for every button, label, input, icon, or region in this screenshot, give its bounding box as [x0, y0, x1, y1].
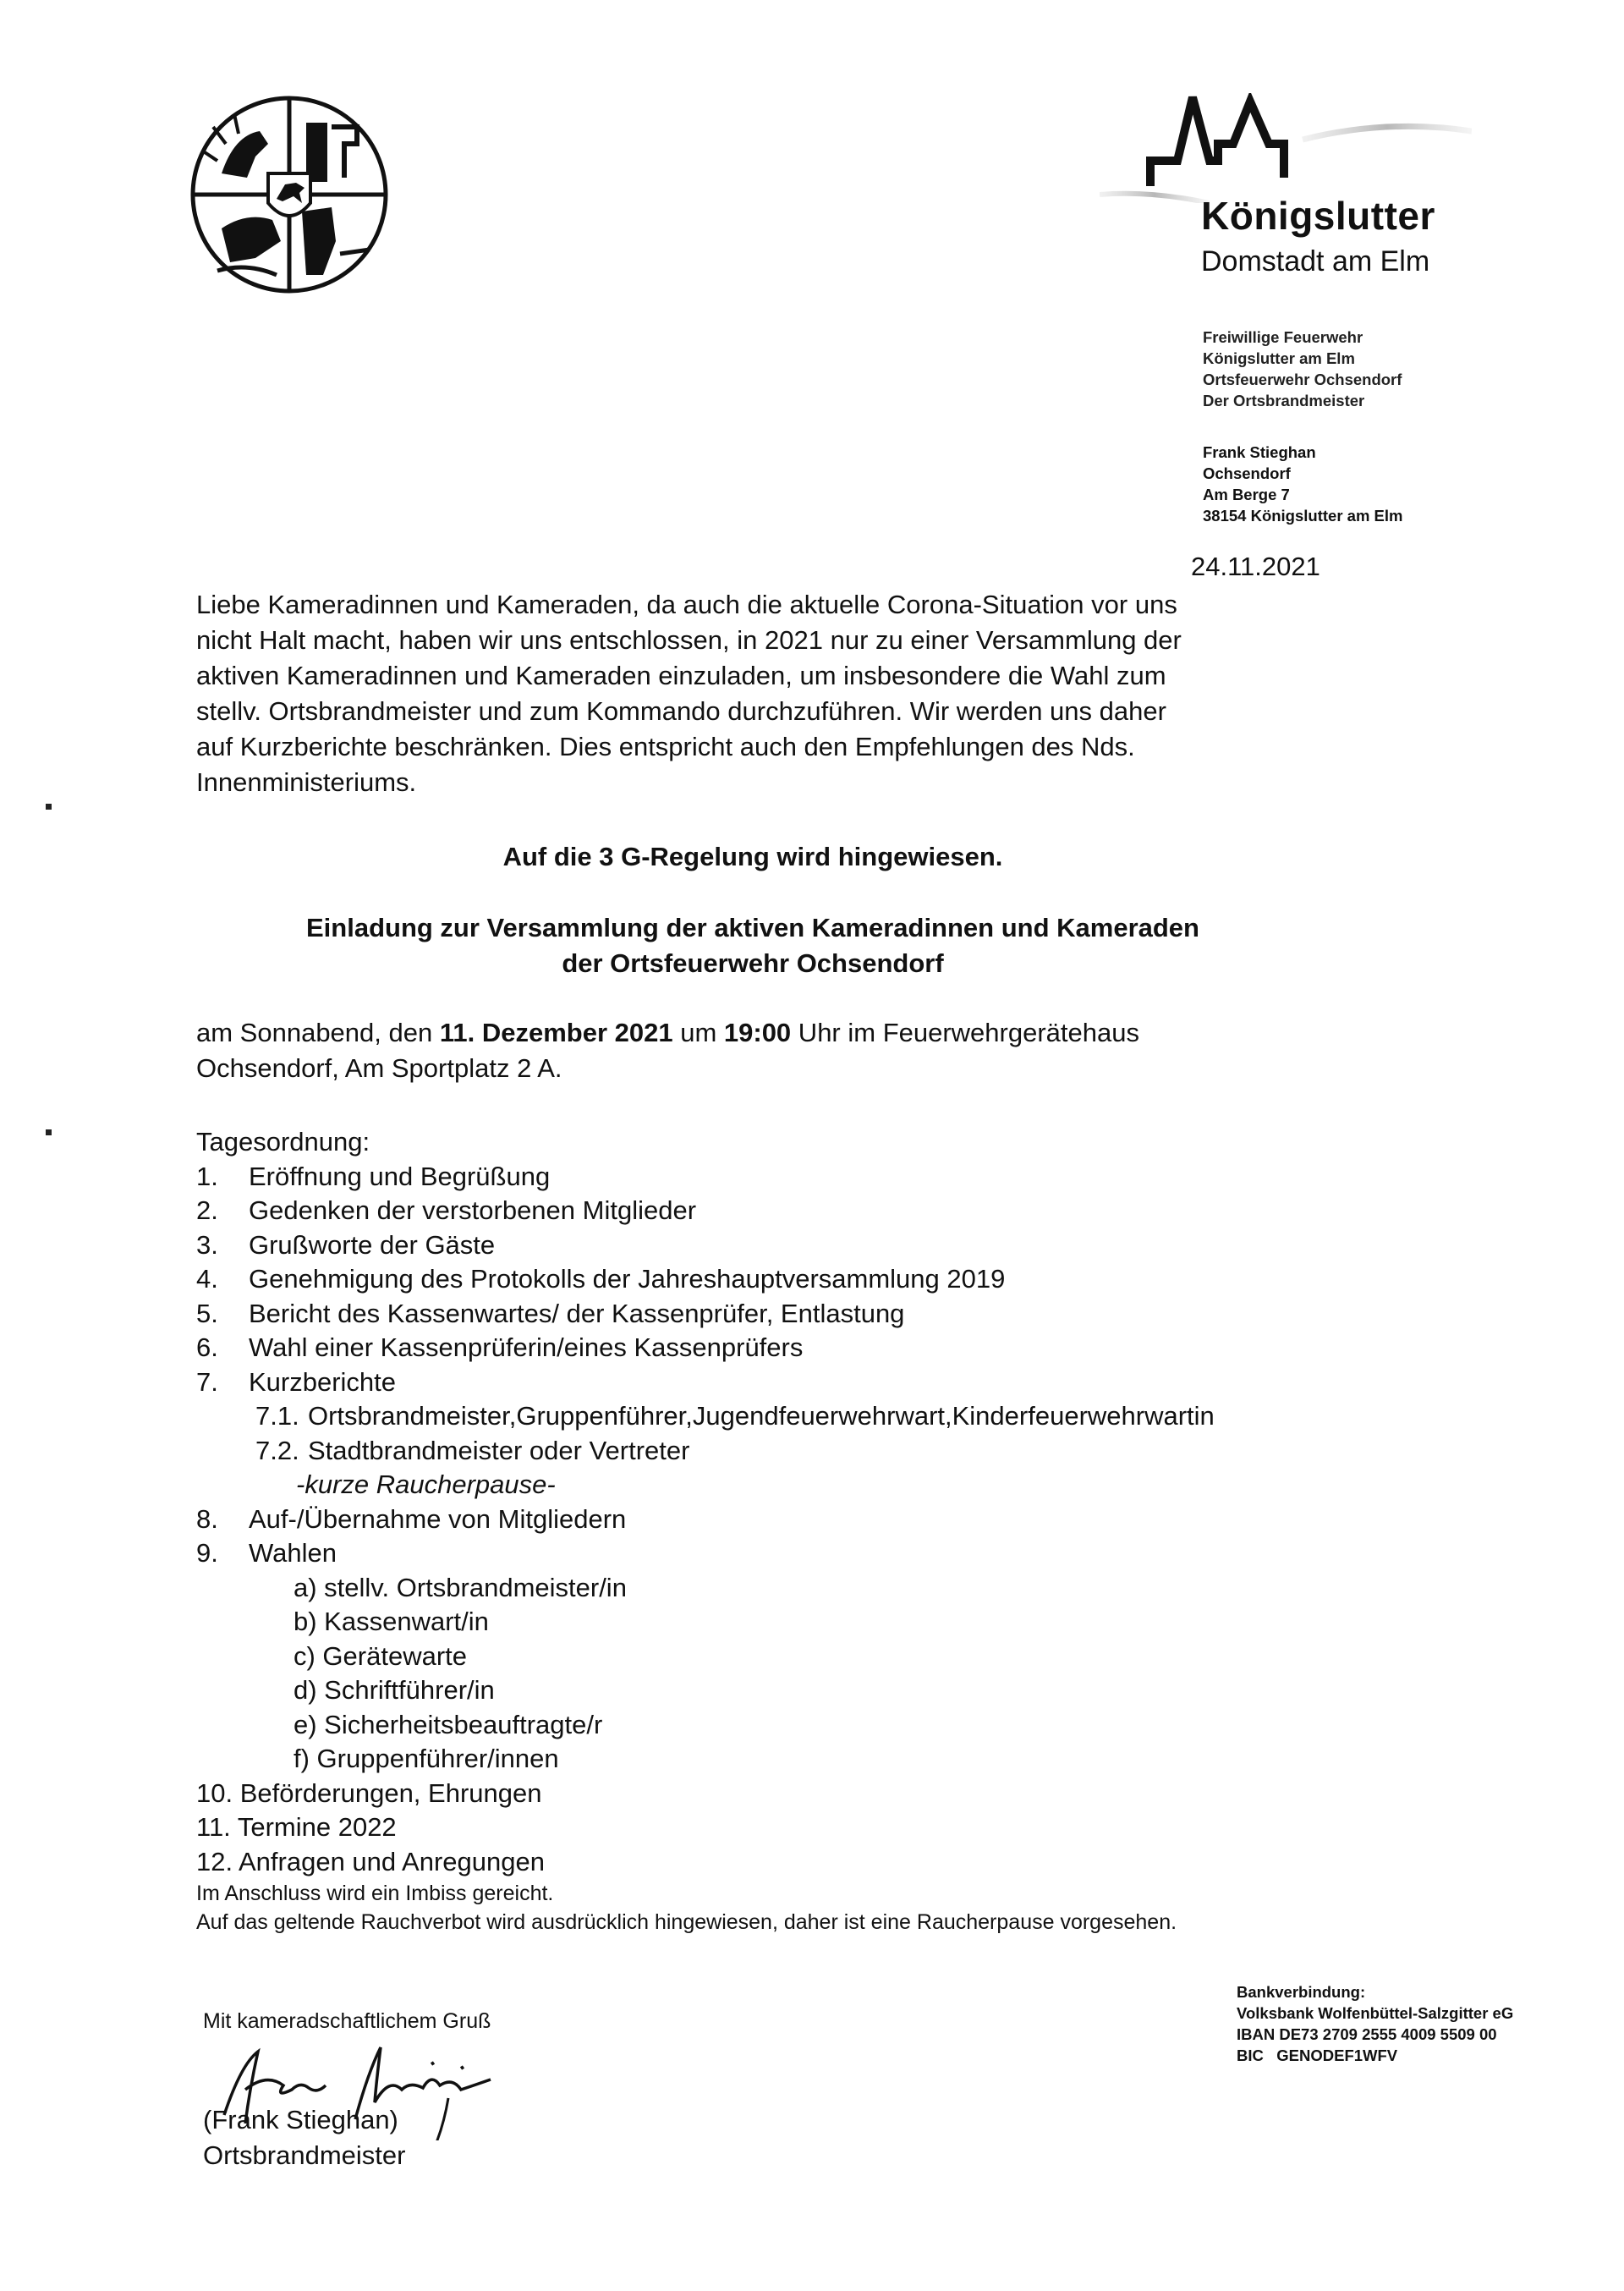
sender-address-line: Am Berge 7 — [1203, 486, 1290, 503]
letter-date: 24.11.2021 — [1191, 552, 1320, 581]
invitation-heading — [169, 910, 1336, 981]
agenda-subitem: 7.1. Ortsbrandmeister,Gruppenführer,Jugendfeuerwehrwart,Kinderfeuerwehrwartin — [255, 1401, 1215, 1431]
invitation-line: der Ortsfeuerwehr Ochsendorf — [562, 948, 944, 978]
agenda-item: 5. Bericht des Kassenwartes/ der Kassenprüfer, Entlastung — [196, 1298, 905, 1328]
intro-paragraph — [196, 587, 1355, 800]
election-item: e) Sicherheitsbeauftragte/r — [294, 1709, 603, 1739]
agenda-item: 8. Auf-/Übernahme von Mitgliedern — [196, 1503, 627, 1534]
when-suffix: Uhr im Feuerwehrgerätehaus — [791, 1018, 1139, 1047]
agenda-item: 12. Anfragen und Anregungen — [196, 1846, 545, 1876]
agenda-item: 9. Wahlen — [196, 1538, 337, 1568]
sender-org-line: Königslutter am Elm — [1203, 349, 1355, 367]
agenda-subitem: 7.2. Stadtbrandmeister oder Vertreter — [255, 1435, 690, 1465]
agenda-item: 4. Genehmigung des Protokolls der Jahreshauptversammlung 2019 — [196, 1264, 1006, 1294]
3g-notice: Auf die 3 G-Regelung wird hingewiesen. — [502, 842, 1003, 871]
agenda-item: 11. Termine 2022 — [196, 1812, 397, 1842]
closing-greeting: Mit kameradschaftlichem Gruß — [203, 2009, 491, 2033]
sender-organization — [1203, 327, 1402, 411]
meeting-details — [196, 1015, 1380, 1086]
invitation-line: Einladung zur Versammlung der aktiven Kameradinnen und Kameraden — [306, 913, 1199, 942]
fire-brigade-crest-logo — [188, 93, 391, 296]
signer-name: (Frank Stieghan) — [203, 2105, 398, 2134]
bank-line: IBAN DE73 2709 2555 4009 5509 00 — [1237, 2025, 1497, 2043]
agenda-item: 7. Kurzberichte — [196, 1366, 397, 1397]
agenda-item: 3. Grußworte der Gäste — [196, 1229, 496, 1260]
election-item: d) Schriftführer/in — [294, 1675, 495, 1705]
agenda-item: 2. Gedenken der verstorbenen Mitglieder — [196, 1195, 697, 1225]
smoking-ban-note: Auf das geltende Rauchverbot wird ausdrücklich hingewiesen, daher ist eine Raucherpause vorgesehen. — [196, 1910, 1177, 1934]
signer-block — [203, 2102, 405, 2173]
intro-line: Innenministeriums. — [196, 767, 417, 797]
agenda-item: 1. Eröffnung und Begrüßung — [196, 1161, 551, 1191]
sender-org-line: Freiwillige Feuerwehr — [1203, 328, 1363, 346]
bank-line: Volksbank Wolfenbüttel-Salzgitter eG — [1237, 2004, 1514, 2022]
punch-mark — [46, 804, 52, 810]
intro-line: auf Kurzberichte beschränken. Dies entspricht auch den Empfehlungen des Nds. — [196, 732, 1135, 761]
signer-title: Ortsbrandmeister — [203, 2140, 406, 2170]
election-item: a) stellv. Ortsbrandmeister/in — [294, 1572, 627, 1602]
meeting-location: Ochsendorf, Am Sportplatz 2 A. — [196, 1053, 562, 1083]
punch-mark — [46, 1129, 52, 1135]
city-name: Königslutter — [1201, 194, 1435, 238]
bank-line: BIC GENODEF1WFV — [1237, 2047, 1398, 2064]
intro-line: aktiven Kameradinnen und Kameraden einzuladen, um insbesondere die Wahl zum — [196, 661, 1166, 690]
snack-note: Im Anschluss wird ein Imbiss gereicht. — [196, 1882, 554, 1905]
sender-address-line: Ochsendorf — [1203, 464, 1291, 482]
sender-org-line: Der Ortsbrandmeister — [1203, 392, 1365, 409]
agenda-item: 10. Beförderungen, Ehrungen — [196, 1777, 542, 1808]
election-item: b) Kassenwart/in — [294, 1607, 489, 1636]
smoke-break-note: -kurze Raucherpause- — [296, 1470, 556, 1499]
meeting-time: 19:00 — [723, 1018, 792, 1047]
intro-line: nicht Halt macht, haben wir uns entschlossen, in 2021 nur zu einer Versammlung der — [196, 625, 1182, 655]
election-item: f) Gruppenführer/innen — [294, 1744, 559, 1773]
bank-details — [1237, 1981, 1513, 2066]
agenda — [196, 1125, 1380, 1937]
election-item: c) Gerätewarte — [294, 1640, 468, 1671]
sender-address-line: Frank Stieghan — [1203, 443, 1316, 461]
when-prefix: am Sonnabend, den — [196, 1018, 440, 1047]
intro-line: Liebe Kameradinnen und Kameraden, da auch die aktuelle Corona-Situation vor uns — [196, 590, 1177, 619]
koenigslutter-logo-mark — [1100, 93, 1472, 203]
sender-address — [1203, 442, 1402, 526]
bank-line: Bankverbindung: — [1237, 1983, 1366, 2001]
meeting-date: 11. Dezember 2021 — [439, 1018, 673, 1047]
intro-line: stellv. Ortsbrandmeister und zum Kommando durchzuführen. Wir werden uns daher — [196, 696, 1166, 726]
sender-address-line: 38154 Königslutter am Elm — [1203, 507, 1403, 525]
sender-org-line: Ortsfeuerwehr Ochsendorf — [1203, 371, 1402, 388]
when-mid: um — [672, 1018, 724, 1047]
agenda-item: 6. Wahl einer Kassenprüferin/eines Kassenprüfers — [196, 1332, 804, 1362]
agenda-heading: Tagesordnung: — [196, 1127, 370, 1156]
city-tagline: Domstadt am Elm — [1201, 245, 1430, 277]
